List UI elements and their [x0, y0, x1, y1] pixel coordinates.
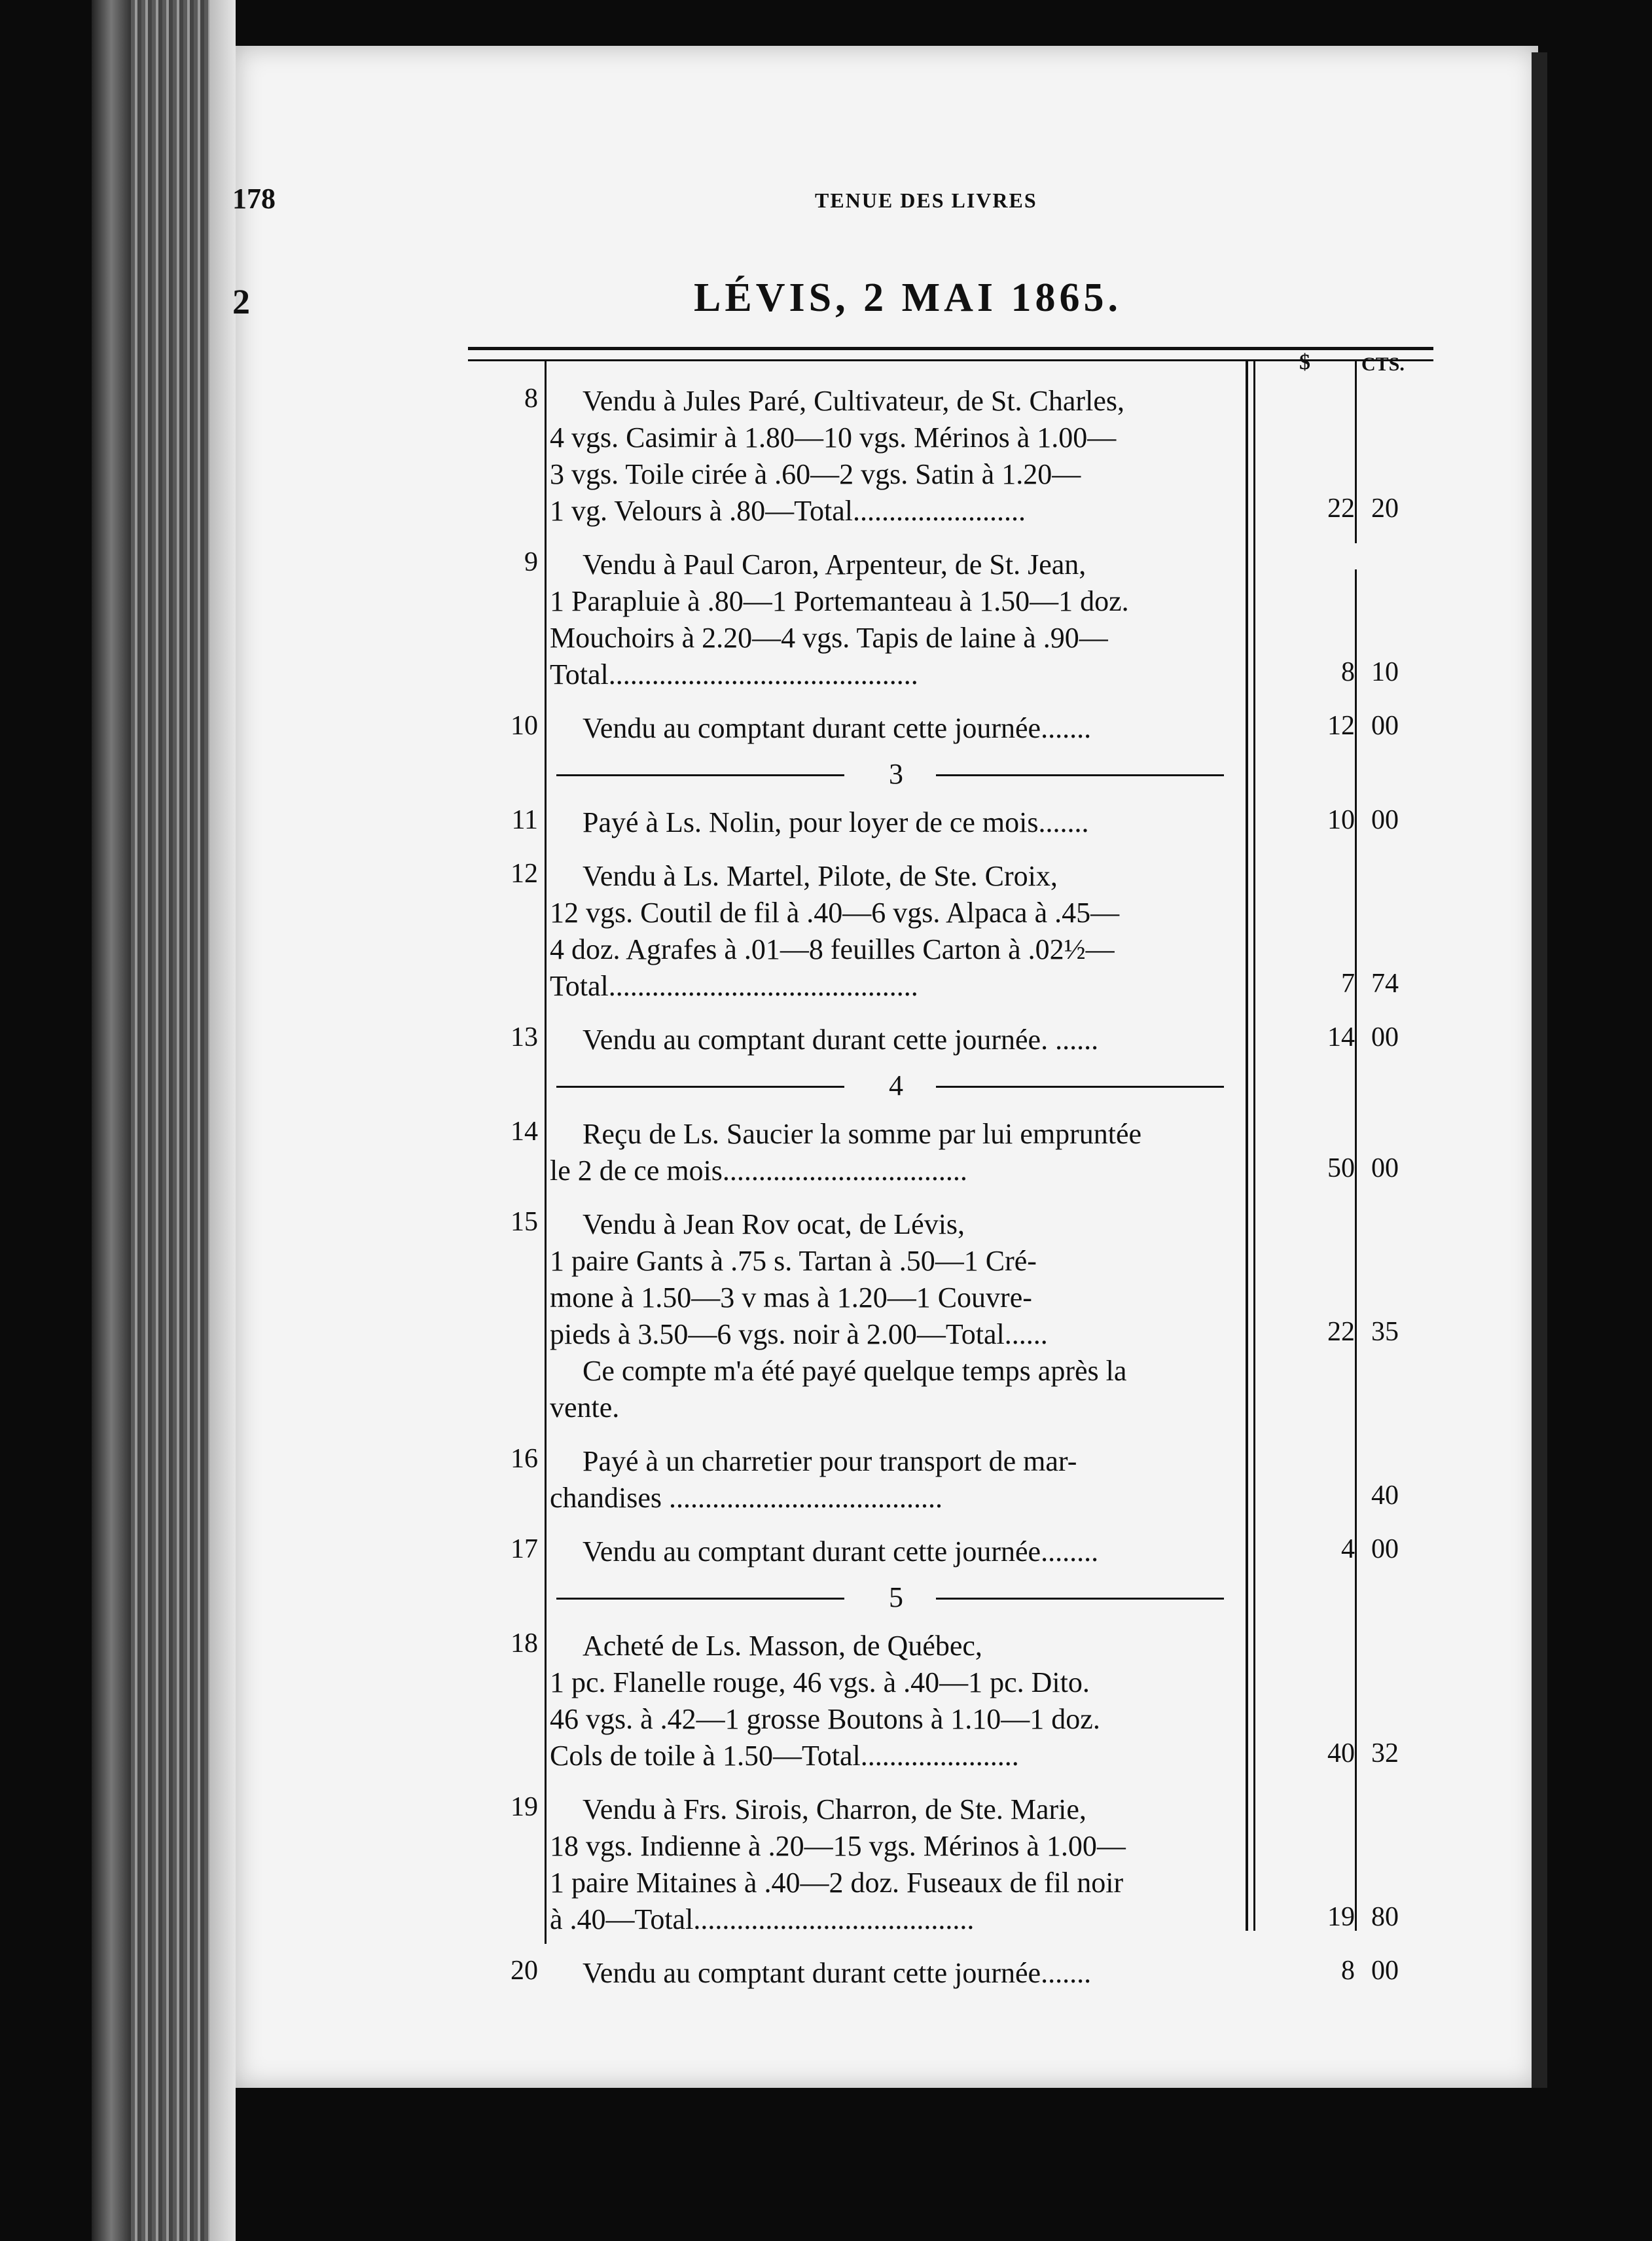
book-page-edge-light	[209, 0, 236, 2241]
amount-cents: 20	[1371, 493, 1399, 524]
journal-entry	[550, 383, 1244, 529]
entry-number: 8	[524, 384, 538, 414]
separator-day-number: 3	[889, 758, 903, 790]
entry-number: 14	[511, 1117, 538, 1147]
entry-number: 19	[511, 1792, 538, 1822]
entry-number: 12	[511, 859, 538, 889]
day-marker: 2	[232, 282, 250, 321]
cents-column-rule	[1355, 360, 1357, 543]
amount-cents: 80	[1371, 1902, 1399, 1932]
entry-line: 4 doz. Agrafes à .01—8 feuilles Carton à .02½—	[550, 933, 1115, 965]
entry-line: mone à 1.50—3 v mas à 1.20—1 Couvre-	[550, 1282, 1032, 1314]
entry-number: 10	[511, 711, 538, 741]
entry-line: 46 vgs. à .42—1 grosse Boutons à 1.10—1 doz.	[550, 1703, 1100, 1735]
journal-entry	[550, 1791, 1244, 1938]
entry-line: 1 paire Gants à .75 s. Tartan à .50—1 Cré-	[550, 1245, 1037, 1277]
entry-line: Reçu de Ls. Saucier la somme par lui empruntée	[583, 1118, 1142, 1150]
dollars-column-header: $	[1299, 350, 1310, 374]
entry-line: Vendu au comptant durant cette journée.......	[583, 712, 1092, 744]
amount-dollars: 19	[1327, 1902, 1355, 1932]
amount-cents: 74	[1371, 969, 1399, 999]
entry-line: à .40—Total.......................................	[550, 1903, 975, 1935]
journal-entry	[550, 710, 1244, 747]
journal-entry	[550, 804, 1244, 841]
amount-dollars: 22	[1327, 493, 1355, 524]
journal-entry	[550, 1628, 1244, 1774]
amount-cents: 32	[1371, 1738, 1399, 1768]
separator-day-number: 4	[889, 1069, 903, 1102]
entry-line: 1 paire Mitaines à .40—2 doz. Fuseaux de fil noir	[550, 1867, 1124, 1899]
book-edge-dark	[92, 0, 131, 2241]
entry-number: 15	[511, 1207, 538, 1237]
journal-entry	[550, 547, 1244, 693]
entry-line: 3 vgs. Toile cirée à .60—2 vgs. Satin à 1.20—	[550, 458, 1081, 490]
cents-column-rule-lower	[1355, 569, 1357, 1931]
entry-line: Mouchoirs à 2.20—4 vgs. Tapis de laine à .90—	[550, 622, 1108, 654]
text-column-rule	[1246, 360, 1248, 1931]
amount-cents: 00	[1371, 1022, 1399, 1052]
day-separator	[556, 1069, 1244, 1102]
amount-dollars: 4	[1341, 1534, 1355, 1564]
entry-line: Vendu au comptant durant cette journée........	[583, 1535, 1099, 1568]
entry-number: 16	[511, 1444, 538, 1474]
amount-dollars: 8	[1341, 657, 1355, 687]
page-number: 178	[232, 183, 276, 215]
separator-rule-right	[936, 774, 1224, 776]
entry-line: 18 vgs. Indienne à .20—15 vgs. Mérinos à 1.00—	[550, 1830, 1126, 1862]
entry-line: Total...........................................	[550, 970, 918, 1002]
amount-dollars: 22	[1327, 1317, 1355, 1347]
entry-number: 20	[511, 1956, 538, 1986]
entry-line: 1 Parapluie à .80—1 Portemanteau à 1.50—1 doz.	[550, 585, 1129, 617]
entry-number: 11	[511, 805, 538, 835]
entry-line: Vendu au comptant durant cette journée. ......	[583, 1024, 1099, 1056]
day-separator	[556, 1581, 1244, 1613]
entry-line: Vendu à Frs. Sirois, Charron, de Ste. Marie,	[583, 1793, 1086, 1825]
left-column-rule	[545, 360, 547, 1944]
separator-rule-left	[556, 1086, 844, 1088]
amount-cents: 00	[1371, 805, 1399, 835]
entry-line: Vendu à Paul Caron, Arpenteur, de St. Jean,	[583, 548, 1086, 581]
entry-line: 4 vgs. Casimir à 1.80—10 vgs. Mérinos à 1.00—	[550, 421, 1117, 454]
amount-cents: 00	[1371, 1534, 1399, 1564]
title-double-rule	[468, 347, 1433, 361]
entry-line: 1 pc. Flanelle rouge, 46 vgs. à .40—1 pc. Dito.	[550, 1666, 1090, 1698]
journal-entry	[550, 1533, 1244, 1570]
amount-cents: 00	[1371, 1956, 1399, 1986]
entry-line: pieds à 3.50—6 vgs. noir à 2.00—Total......	[550, 1318, 1048, 1350]
entry-line: le 2 de ce mois..................................	[550, 1155, 967, 1187]
entry-line: Total...........................................	[550, 658, 918, 690]
book-page-edges	[131, 0, 209, 2241]
amount-cents: 00	[1371, 711, 1399, 741]
journal-entry	[550, 1206, 1244, 1426]
entry-line: Ce compte m'a été payé quelque temps après la	[583, 1355, 1127, 1387]
amount-cents: 10	[1371, 657, 1399, 687]
journal-entry	[550, 858, 1244, 1005]
entry-line: Payé à Ls. Nolin, pour loyer de ce mois.......	[583, 806, 1089, 838]
entry-line: Acheté de Ls. Masson, de Québec,	[583, 1630, 982, 1662]
separator-rule-left	[556, 1598, 844, 1600]
separator-rule-right	[936, 1086, 1224, 1088]
amount-dollars: 10	[1327, 805, 1355, 835]
amount-dollars: 7	[1341, 969, 1355, 999]
separator-rule-left	[556, 774, 844, 776]
amount-dollars: 12	[1327, 711, 1355, 741]
amount-cents: 00	[1371, 1153, 1399, 1183]
entry-number: 17	[511, 1534, 538, 1564]
page-header	[232, 182, 1345, 234]
entry-number: 18	[511, 1628, 538, 1658]
journal-entry	[550, 1955, 1244, 1992]
separator-day-number: 5	[889, 1581, 903, 1613]
journal-entry	[550, 1116, 1244, 1189]
text-column-rule-2	[1253, 360, 1255, 1931]
entry-line: Payé à un charretier pour transport de mar-	[583, 1445, 1077, 1477]
running-title: TENUE DES LIVRES	[815, 188, 1037, 212]
entry-line: vente.	[550, 1391, 620, 1424]
amount-dollars: 40	[1327, 1738, 1355, 1768]
amount-dollars: 14	[1327, 1022, 1355, 1052]
amount-cents: 40	[1371, 1480, 1399, 1511]
page-title: LÉVIS, 2 MAI 1865.	[694, 276, 1122, 320]
separator-rule-right	[936, 1598, 1224, 1600]
amount-dollars: 8	[1341, 1956, 1355, 1986]
day-separator	[556, 757, 1244, 790]
entry-number: 9	[524, 547, 538, 577]
amount-cents: 35	[1371, 1317, 1399, 1347]
entry-line: chandises ......................................	[550, 1482, 943, 1514]
gutter-shadow	[1532, 52, 1547, 2088]
entry-line: Vendu au comptant durant cette journée.......	[583, 1957, 1092, 1989]
entry-line: Vendu à Jean Rov ocat, de Lévis,	[583, 1208, 965, 1240]
cents-column-header: CTS.	[1361, 353, 1405, 375]
entry-number: 13	[511, 1022, 538, 1052]
entry-line: Vendu à Jules Paré, Cultivateur, de St. Charles,	[583, 385, 1124, 417]
entry-line: Cols de toile à 1.50—Total......................	[550, 1740, 1019, 1772]
amount-dollars: 50	[1327, 1153, 1355, 1183]
journal-entry	[550, 1443, 1244, 1516]
entry-line: 12 vgs. Coutil de fil à .40—6 vgs. Alpaca à .45—	[550, 897, 1120, 929]
entry-line: 1 vg. Velours à .80—Total........................	[550, 495, 1026, 527]
journal-entry	[550, 1022, 1244, 1058]
entry-line: Vendu à Ls. Martel, Pilote, de Ste. Croix,	[583, 860, 1058, 892]
